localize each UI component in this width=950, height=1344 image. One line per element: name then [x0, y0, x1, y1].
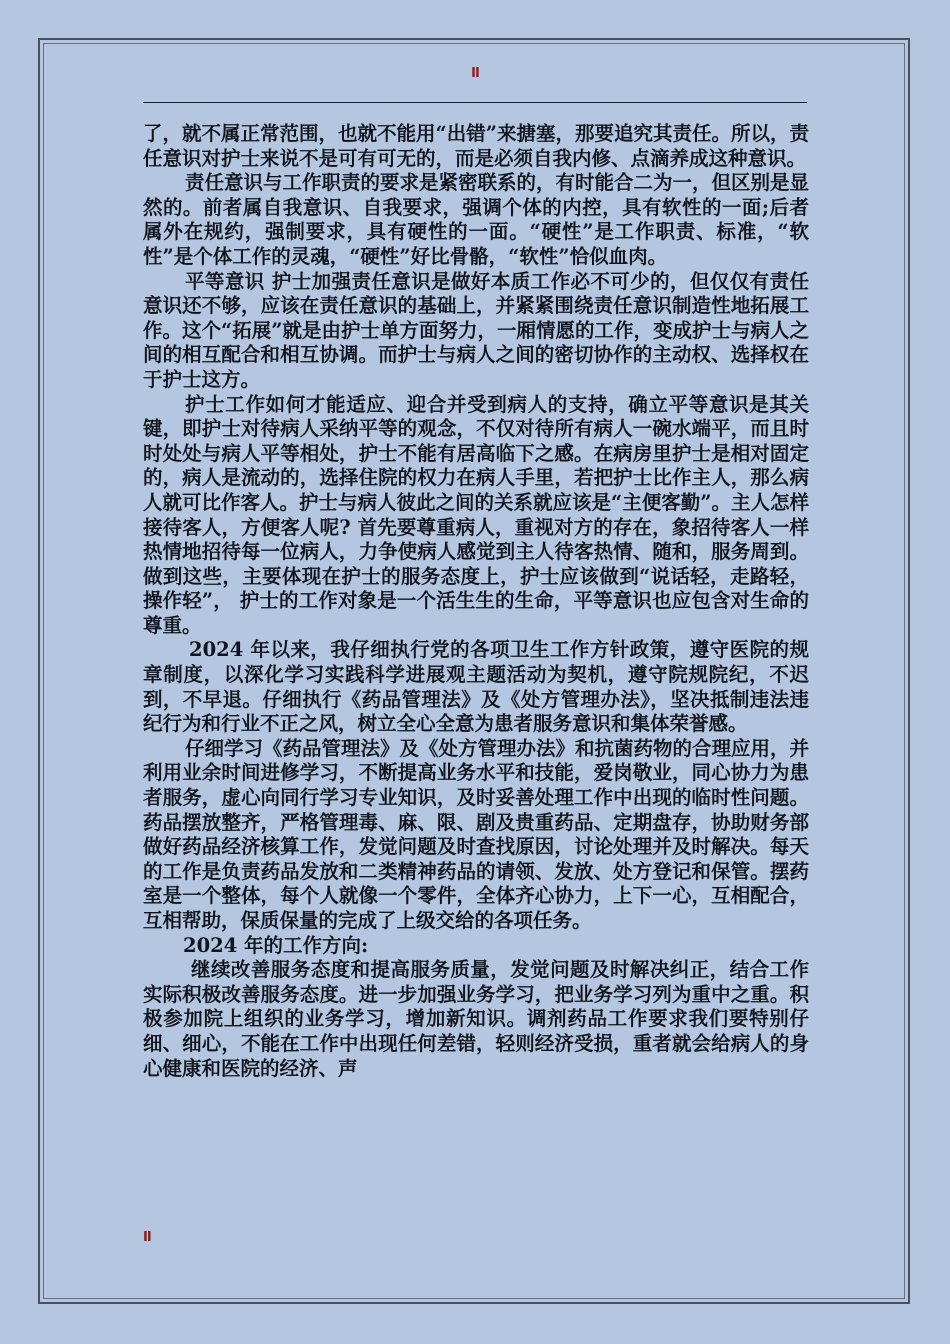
paragraph-4: 护士工作如何才能适应、迎合并受到病人的支持，确立平等意识是其关键，即护士对待病人采纳平等的观念，不仅对待所有病人一碗水端平，而且时时处处与病人平等相处，护士不能有居高临下之感。在病房里护士是相对固定的，病人是流动的，选择住院的权力在病人手里，若把护士比作主人，那么病人就可比作客人。护士与病人彼此之间的关系就应该是“主便客勤”。主人怎样接待客人，方便客人呢? 首先要尊重病人，重视对方的存在，象招待客人一样热情地招待每一位病人，力争使病人感觉到主人待客热情、随和，服务周到。做到这些，主要体现在护士的服务态度上，护士应该做到“说话轻，走路轻，操作轻”， 护士的工作对象是一个活生生的生命，平等意识也应包含对生命的尊重。 [143, 392, 809, 637]
section-heading: 2024 年的工作方向: [183, 933, 369, 957]
paragraph-6: 仔细学习《药品管理法》及《处方管理办法》和抗菌药物的合理应用，并利用业余时间进修学习，不断提高业务水平和技能，爱岗敬业，同心协力为患者服务，虚心向同行学习专业知识，及时妥善处理工作中出现的临时性问题。药品摆放整齐，严格管理毒、麻、限、剧及贵重药品、定期盘存，协助财务部做好药品经济核算工作，发觉问题及时查找原因，讨论处理并及时解决。每天的工作是负责药品发放和二类精神药品的请领、发放、处方登记和保管。摆药室是一个整体，每个人就像一个零件，全体齐心协力，上下一心，互相配合，互相帮助，保质保量的完成了上级交给的各项任务。 [143, 736, 810, 932]
paragraph-7: 继续改善服务态度和提高服务质量，发觉问题及时解决纠正，结合工作实际积极改善服务态度。进一步加强业务学习，把业务学习列为重中之重。积极参加院上组织的业务学习，增加新知识。调剂药品工作要求我们要特别仔细、细心，不能在工作中出现任何差错，轻则经济受损，重者就会给病人的身心健康和医院的经济、声 [143, 958, 809, 1080]
paragraph-5: 2024 年以来，我仔细执行党的各项卫生工作方针政策，遵守医院的规章制度，以深化学习实践科学进展观主题活动为契机，遵守院规院纪，不迟到，不早退。仔细执行《药品管理法》及《处方管理办法》，坚决抵制违法违纪行为和行业不正之风，树立全心全意为患者服务意识和集体荣誉感。 [143, 638, 809, 736]
paragraph-1: 了，就不属正常范围，也就不能用“出错”来搪塞，那要追究其责任。所以，责任意识对护士来说不是可有可无的，而是必须自我内修、点滴养成这种意识。 [143, 122, 809, 170]
paragraph-2: 责任意识与工作职责的要求是紧密联系的，有时能合二为一，但区别是显然的。前者属自我意识、自我要求，强调个体的内控，具有软性的一面;后者属外在规约，强制要求，具有硬性的一面。“硬性”是工作职责、标准，“软性”是个体工作的灵魂，“硬性”好比骨骼，“软性”恰似血肉。 [143, 171, 810, 268]
paragraph-3: 平等意识 护士加强责任意识是做好本质工作必不可少的，但仅仅有责任意识还不够，应该在责任意识的基础上，并紧紧围绕责任意识制造性地拓展工作。这个“拓展”就是由护士单方面努力，一厢情愿的工作，变成护士与病人之间的相互配合和相互协调。而护士与病人之间的密切协作的主动权、选择权在于护士这方。 [143, 269, 809, 391]
header-mark: II [471, 66, 479, 81]
header-rule [143, 102, 807, 103]
document-body [143, 122, 809, 1081]
footer-mark: II [143, 1230, 151, 1245]
